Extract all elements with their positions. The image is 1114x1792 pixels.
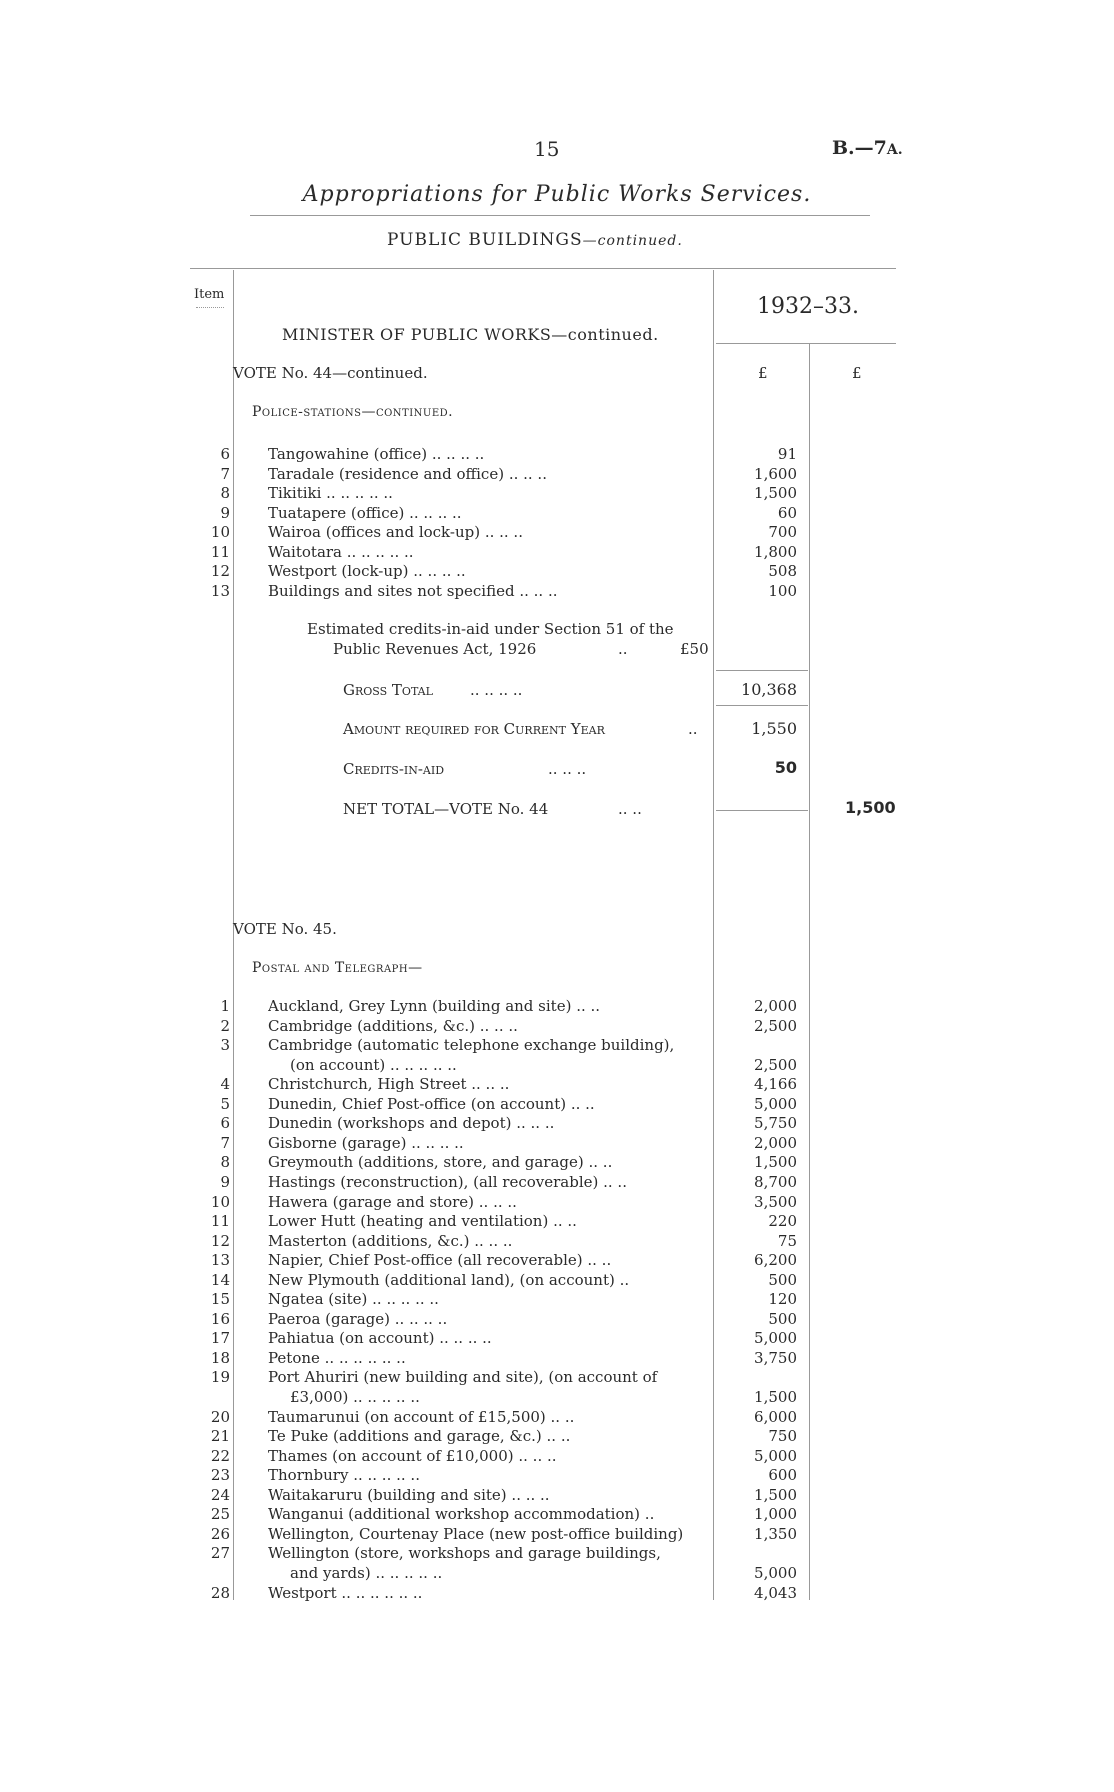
amount-required-dots: ..	[688, 720, 698, 738]
item-description: Ngatea (site) .. .. .. .. ..	[268, 1290, 439, 1309]
item-description: Buildings and sites not specified .. .. ..	[268, 581, 558, 600]
item-description: Wellington, Courtenay Place (new post-office building)	[268, 1524, 684, 1543]
item-description: Westport (lock-up) .. .. .. ..	[268, 562, 466, 580]
item-description: Taradale (residence and office) .. .. ..	[268, 464, 547, 483]
item-number: 23	[210, 1466, 230, 1485]
credits-estimate-amount: £50	[680, 640, 709, 658]
item-amount: 1,500	[754, 1485, 797, 1504]
item-description: Cambridge (automatic telephone exchange building),	[268, 1036, 675, 1055]
item-number: 20	[210, 1407, 230, 1426]
item-number: 4	[220, 1075, 230, 1094]
table-row	[0, 1036, 1114, 1055]
item-header-underline	[196, 307, 224, 308]
item-number: 10	[210, 523, 230, 541]
table-row	[0, 1134, 1114, 1153]
item-number: 9	[220, 1172, 230, 1191]
item-description: Christchurch, High Street .. .. ..	[268, 1075, 510, 1094]
table-row	[0, 1251, 1114, 1270]
item-number: 15	[210, 1290, 230, 1309]
item-number: 13	[210, 581, 230, 600]
item-description: Tuatapere (office) .. .. .. ..	[268, 503, 462, 522]
item-amount: 5,000	[754, 1563, 797, 1582]
item-description: Gisborne (garage) .. .. .. ..	[268, 1133, 464, 1152]
item-amount: 220	[768, 1212, 797, 1231]
section-continued: —continued.	[582, 233, 683, 249]
item-description: Tangowahine (office) .. .. .. ..	[268, 445, 485, 463]
item-description: Petone .. .. .. .. .. ..	[268, 1348, 406, 1367]
item-number: 26	[210, 1524, 230, 1543]
table-row	[0, 1153, 1114, 1172]
item-amount: 6,000	[754, 1407, 797, 1426]
doc-ref-suffix: A.	[886, 142, 903, 158]
item-amount: 5,750	[754, 1114, 797, 1133]
item-number: 11	[210, 542, 230, 561]
item-description: Cambridge (additions, &c.) .. .. ..	[268, 1016, 518, 1035]
item-amount: 1,500	[754, 1153, 797, 1172]
item-number: 28	[210, 1583, 230, 1602]
table-row	[0, 997, 1114, 1016]
section-name: PUBLIC BUILDINGS	[387, 230, 583, 250]
item-description: Wellington (store, workshops and garage buildings,	[268, 1544, 661, 1563]
item-number: 8	[220, 484, 230, 502]
minister-heading: MINISTER OF PUBLIC WORKS—continued.	[282, 325, 659, 344]
item-number: 27	[210, 1544, 230, 1563]
credits-in-aid-value: 50	[774, 758, 797, 777]
item-number: 6	[220, 445, 230, 463]
item-number: 7	[220, 464, 230, 483]
item-amount: 2,000	[754, 1133, 797, 1152]
table-row	[0, 562, 1114, 581]
table-row	[0, 1232, 1114, 1251]
item-amount: 1,000	[754, 1505, 797, 1524]
item-amount: 2,000	[754, 997, 797, 1015]
credits-estimate-dots: ..	[618, 640, 628, 658]
title-rule	[250, 215, 870, 216]
item-number: 1	[220, 997, 230, 1015]
table-row	[0, 1173, 1114, 1192]
item-description: Tikitiki .. .. .. .. ..	[268, 484, 393, 502]
item-amount: 3,750	[754, 1348, 797, 1367]
item-amount: 1,600	[754, 464, 797, 483]
item-description: and yards) .. .. .. .. ..	[290, 1563, 443, 1582]
item-amount: 100	[768, 581, 797, 600]
item-amount: 700	[768, 523, 797, 541]
item-description: Port Ahuriri (new building and site), (on account of	[268, 1368, 658, 1387]
item-description: Paeroa (garage) .. .. .. ..	[268, 1309, 448, 1328]
item-number: 11	[210, 1212, 230, 1231]
pound-header-1: £	[758, 364, 768, 382]
item-description: £3,000) .. .. .. .. ..	[290, 1388, 420, 1406]
pound-header-2: £	[852, 364, 862, 382]
table-row	[0, 1329, 1114, 1348]
item-number: 6	[220, 1114, 230, 1133]
table-row	[0, 1525, 1114, 1544]
page-number: 15	[534, 137, 560, 161]
item-amount: 5,000	[754, 1329, 797, 1348]
amount-required-label: Amount required for Current Year	[343, 720, 605, 738]
item-description: (on account) .. .. .. .. ..	[290, 1055, 457, 1074]
table-row	[0, 1212, 1114, 1231]
item-amount: 75	[777, 1231, 797, 1250]
credits-estimate-line2: Public Revenues Act, 1926	[333, 640, 537, 658]
net-total-label: NET TOTAL—VOTE No. 44	[343, 800, 549, 818]
table-row	[0, 1056, 1114, 1075]
item-amount: 500	[768, 1309, 797, 1328]
section-title	[387, 230, 683, 250]
item-description: Dunedin, Chief Post-office (on account) .. ..	[268, 1094, 595, 1113]
item-amount: 5,000	[754, 1094, 797, 1113]
credits-in-aid-dots: .. .. ..	[548, 760, 587, 778]
doc-ref-main: B.—7	[832, 137, 887, 159]
item-description: Hastings (reconstruction), (all recoverable) .. ..	[268, 1172, 627, 1191]
item-description: Thames (on account of £10,000) .. .. ..	[268, 1446, 557, 1465]
table-row	[0, 1368, 1114, 1387]
item-number: 10	[210, 1192, 230, 1211]
year-underline	[716, 343, 896, 344]
page-title: Appropriations for Public Works Services.	[302, 182, 812, 207]
item-description: Napier, Chief Post-office (all recoverable) .. ..	[268, 1251, 612, 1270]
table-row	[0, 1564, 1114, 1583]
item-number: 2	[220, 1016, 230, 1035]
table-row	[0, 582, 1114, 601]
table-row	[0, 1290, 1114, 1309]
item-number: 25	[210, 1505, 230, 1524]
table-row	[0, 1486, 1114, 1505]
item-number: 9	[220, 503, 230, 522]
table-row	[0, 504, 1114, 523]
item-number: 12	[210, 562, 230, 580]
table-row	[0, 1075, 1114, 1094]
vote-45-title: VOTE No. 45.	[233, 920, 337, 938]
credits-in-aid-label: Credits-in-aid	[343, 760, 445, 778]
credits-estimate-line1: Estimated credits-in-aid under Section 51 of the	[307, 620, 674, 638]
item-amount: 1,350	[754, 1524, 797, 1543]
item-amount: 750	[768, 1427, 797, 1446]
police-stations-subhead: Police-stations—continued.	[252, 404, 454, 420]
item-number: 14	[210, 1270, 230, 1289]
table-row	[0, 1544, 1114, 1563]
table-row	[0, 543, 1114, 562]
table-row	[0, 1114, 1114, 1133]
item-amount: 4,166	[754, 1075, 797, 1094]
item-number: 17	[210, 1329, 230, 1348]
item-amount: 60	[777, 503, 797, 522]
item-description: Auckland, Grey Lynn (building and site) .. ..	[268, 997, 601, 1015]
item-amount: 6,200	[754, 1251, 797, 1270]
item-description: Wairoa (offices and lock-up) .. .. ..	[268, 523, 523, 541]
item-amount: 3,500	[754, 1192, 797, 1211]
gross-total-bottom-rule	[716, 705, 808, 706]
item-description: Waitakaruru (building and site) .. .. ..	[268, 1485, 550, 1504]
table-row	[0, 1095, 1114, 1114]
gross-total-value: 10,368	[741, 680, 797, 699]
item-number: 5	[220, 1094, 230, 1113]
table-row	[0, 1408, 1114, 1427]
table-row	[0, 1310, 1114, 1329]
net-total-rule	[716, 810, 808, 811]
table-row	[0, 1271, 1114, 1290]
item-column-header: Item	[194, 287, 225, 302]
item-amount: 2,500	[754, 1055, 797, 1074]
item-description: Taumarunui (on account of £15,500) .. ..	[268, 1407, 575, 1426]
document-reference	[832, 137, 903, 159]
item-description: Waitotara .. .. .. .. ..	[268, 542, 414, 561]
item-number: 22	[210, 1446, 230, 1465]
item-number: 8	[220, 1153, 230, 1172]
table-row	[0, 1427, 1114, 1446]
net-total-value: 1,500	[845, 798, 896, 817]
item-number: 21	[210, 1427, 230, 1446]
item-amount: 1,500	[754, 484, 797, 502]
table-row	[0, 484, 1114, 503]
item-description: Masterton (additions, &c.) .. .. ..	[268, 1231, 513, 1250]
year-header: 1932–33.	[757, 294, 859, 319]
gross-total-label: Gross Total	[343, 681, 433, 699]
table-row	[0, 465, 1114, 484]
item-description: Pahiatua (on account) .. .. .. ..	[268, 1329, 492, 1348]
table-row	[0, 1349, 1114, 1368]
table-row	[0, 1505, 1114, 1524]
item-amount: 1,800	[754, 542, 797, 561]
table-row	[0, 1466, 1114, 1485]
item-description: Hawera (garage and store) .. .. ..	[268, 1192, 517, 1211]
item-number: 12	[210, 1231, 230, 1250]
item-description: Lower Hutt (heating and ventilation) .. ..	[268, 1212, 577, 1231]
item-amount: 600	[768, 1466, 797, 1485]
gross-total-dots: .. .. .. ..	[470, 681, 523, 699]
table-row	[0, 1447, 1114, 1466]
amount-required-value: 1,550	[751, 719, 797, 738]
item-number: 16	[210, 1309, 230, 1328]
gross-total-top-rule	[716, 670, 808, 671]
item-description: New Plymouth (additional land), (on account) ..	[268, 1270, 630, 1289]
item-number: 3	[220, 1036, 230, 1055]
postal-telegraph-subhead: Postal and Telegraph—	[252, 960, 423, 976]
table-row	[0, 1388, 1114, 1407]
table-row	[0, 1017, 1114, 1036]
item-amount: 508	[768, 562, 797, 580]
item-description: Westport .. .. .. .. .. ..	[268, 1583, 423, 1602]
item-amount: 5,000	[754, 1446, 797, 1465]
item-description: Wanganui (additional workshop accommodation) ..	[268, 1505, 655, 1524]
table-row	[0, 523, 1114, 542]
item-number: 18	[210, 1348, 230, 1367]
table-row	[0, 1193, 1114, 1212]
item-number: 24	[210, 1485, 230, 1504]
item-amount: 91	[777, 445, 797, 463]
item-amount: 1,500	[754, 1388, 797, 1406]
table-row	[0, 445, 1114, 464]
item-description: Greymouth (additions, store, and garage) .. ..	[268, 1153, 613, 1172]
item-amount: 8,700	[754, 1172, 797, 1191]
item-number: 13	[210, 1251, 230, 1270]
item-number: 19	[210, 1368, 230, 1387]
item-description: Thornbury .. .. .. .. ..	[268, 1466, 420, 1485]
item-amount: 2,500	[754, 1016, 797, 1035]
table-top-rule	[190, 268, 896, 269]
item-amount: 4,043	[754, 1583, 797, 1602]
item-amount: 120	[768, 1290, 797, 1309]
item-amount: 500	[768, 1270, 797, 1289]
item-description: Te Puke (additions and garage, &c.) .. ..	[268, 1427, 571, 1446]
item-number: 7	[220, 1133, 230, 1152]
vote-44-title: VOTE No. 44—continued.	[233, 364, 428, 382]
net-total-dots: .. ..	[618, 800, 642, 818]
table-row	[0, 1584, 1114, 1603]
item-description: Dunedin (workshops and depot) .. .. ..	[268, 1114, 555, 1133]
